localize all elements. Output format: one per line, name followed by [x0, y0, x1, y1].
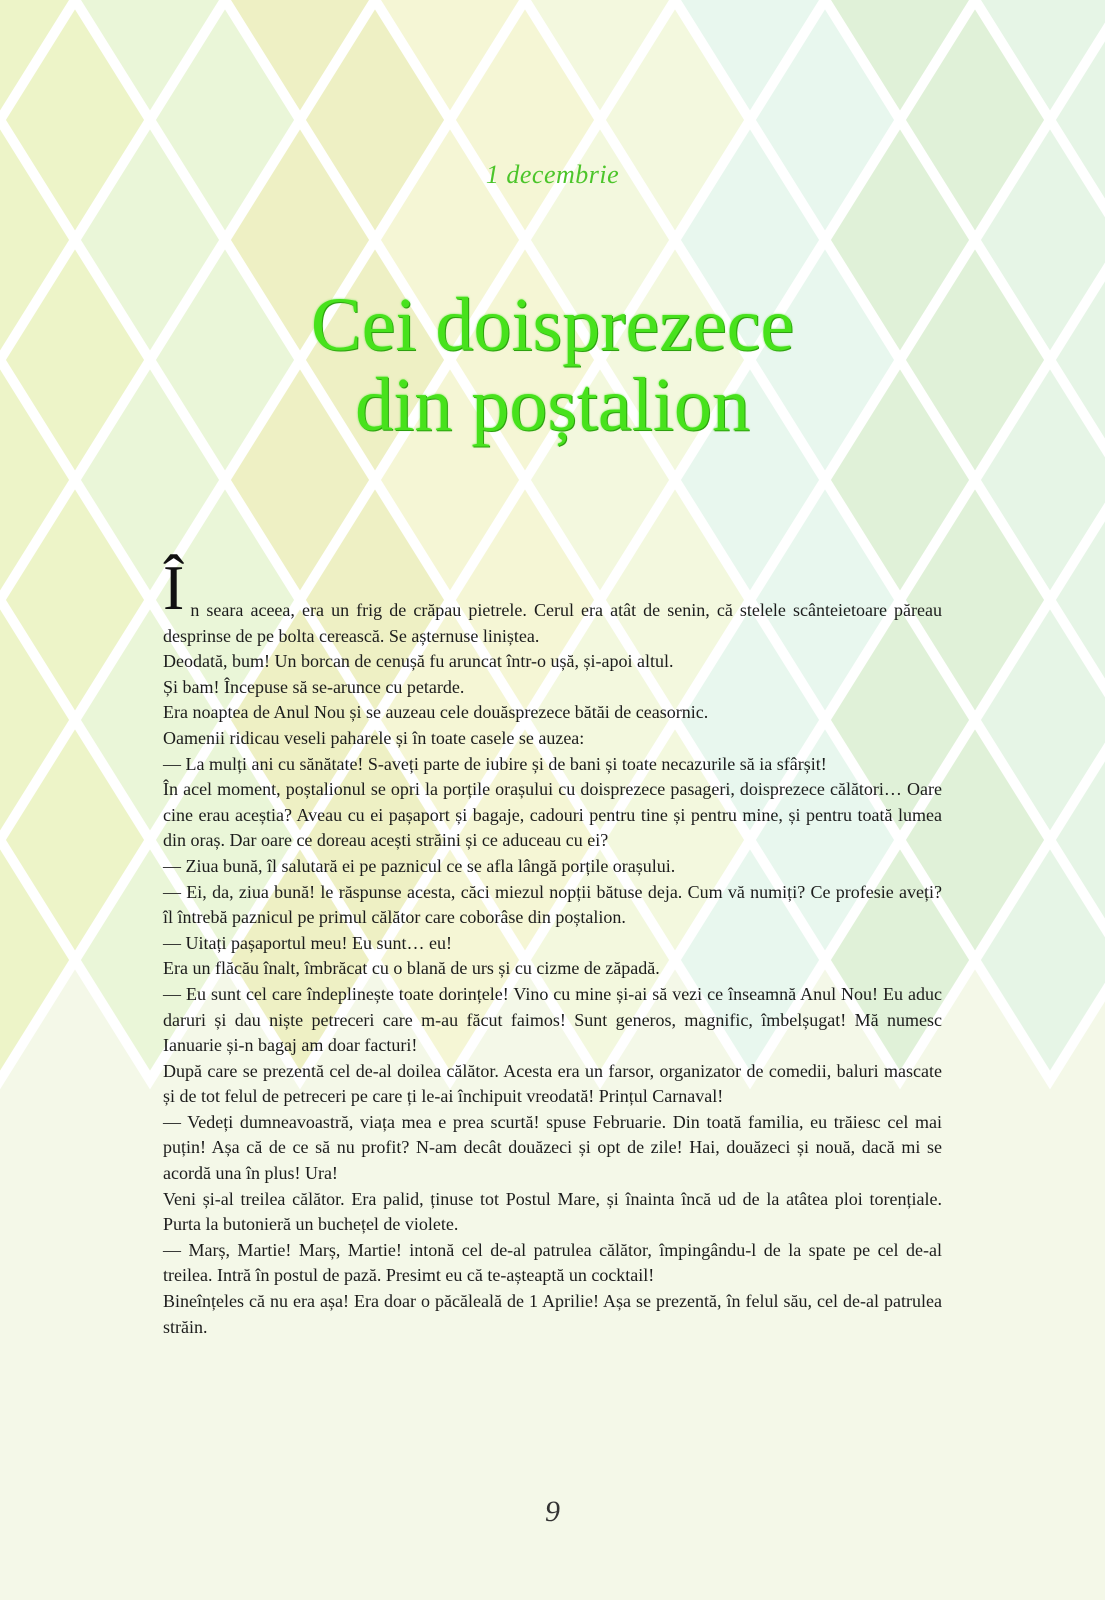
paragraph: În acel moment, poștalionul se opri la porțile orașului cu doisprezece pasageri, doisprezece călători… Oare cine erau aceștia? Aveau cu ei pașaport și bagaje, cadouri pentru tine și pentru mine, și pentru toată lumea din oraș. Dar oare ce doreau acești străini și ce aduceau cu ei? — [163, 779, 942, 851]
paragraph: Era un flăcău înalt, îmbrăcat cu o blană de urs și cu cizme de zăpadă. — [163, 958, 660, 979]
paragraph: — Uitați pașaportul meu! Eu sunt… eu! — [163, 932, 452, 953]
paragraph: Bineînțeles că nu era așa! Era doar o păcăleală de 1 Aprilie! Așa se prezentă, în felul său, cel de-al patrulea străin. — [163, 1291, 942, 1337]
story-text — [163, 552, 942, 1340]
paragraph: — Marș, Martie! Marș, Martie! intonă cel de-al patrulea călător, împingându-l de la spate pe cel de-al treilea. Intră în postul de pază. Presimt eu că te-așteaptă un cocktail! — [163, 1239, 942, 1286]
paragraph: Și bam! Începuse să se-arunce cu petarde. — [163, 676, 465, 697]
paragraph: — Eu sunt cel care îndeplinește toate dorințele! Vino cu mine și-ai să vezi ce înseamnă Anul Nou! Eu aduc daruri și dau niște petreceri care m-au făcut faimos! Sunt generos, magnific, îmbelșugat! Mă numesc Ianuarie și-n bagaj am doar facturi! — [163, 983, 942, 1056]
paragraph: — Vedeți dumneavoastră, viața mea e prea scurtă! spuse Februarie. Din toată familia, eu trăiesc cel mai puțin! Așa că de ce să nu profit? N-am decât douăzeci și opt de zile! Hai, douăzeci și nouă, dacă mi se acordă una în plus! Ura! — [163, 1111, 942, 1184]
first-paragraph-text: n seara aceea, era un frig de crăpau pietrele. Cerul era atât de senin, că stelele scânteietoare păreau desprinse de pe bolta cerească. Se așternuse liniștea. — [163, 600, 942, 646]
title-line-1: Cei doisprezece — [310, 283, 795, 367]
title-line-2: din poștalion — [355, 363, 750, 447]
paragraph: — Ei, da, ziua bună! le răspunse acesta, căci miezul nopții bătuse deja. Cum vă numiți? Ce profesie aveți? îl întrebă paznicul pe primul călător care coborâse din poștalion. — [163, 881, 942, 928]
paragraph: Veni și-al treilea călător. Era palid, ținuse tot Postul Mare, și înainta încă ud de la atâtea ploi torențiale. Purta la butonieră un buchețel de violete. — [163, 1188, 942, 1235]
first-paragraph — [163, 552, 942, 649]
chapter-date: 1 decembrie — [485, 160, 620, 189]
drop-cap: Î — [163, 552, 185, 623]
page-number: 9 — [545, 1495, 560, 1528]
paragraph: — Ziua bună, îl salutară ei pe paznicul ce se afla lângă porțile orașului. — [163, 855, 676, 876]
paragraph: — La mulți ani cu sănătate! S-aveți parte de iubire și de bani și toate necazurile să ia sfârșit! — [163, 753, 827, 774]
paragraph: Era noaptea de Anul Nou și se auzeau cele douăsprezece bătăi de ceasornic. — [163, 702, 709, 723]
paragraph: Deodată, bum! Un borcan de cenușă fu aruncat într-o ușă, și-apoi altul. — [163, 651, 674, 672]
chapter-title — [0, 285, 1105, 445]
paragraph: Oamenii ridicau veseli paharele și în toate casele se auzea: — [163, 727, 585, 748]
paragraph: După care se prezentă cel de-al doilea călător. Acesta era un farsor, organizator de comedii, baluri mascate și de tot felul de petreceri pe care ți le-ai închipuit vreodată! Prințul Carnaval! — [163, 1060, 942, 1107]
